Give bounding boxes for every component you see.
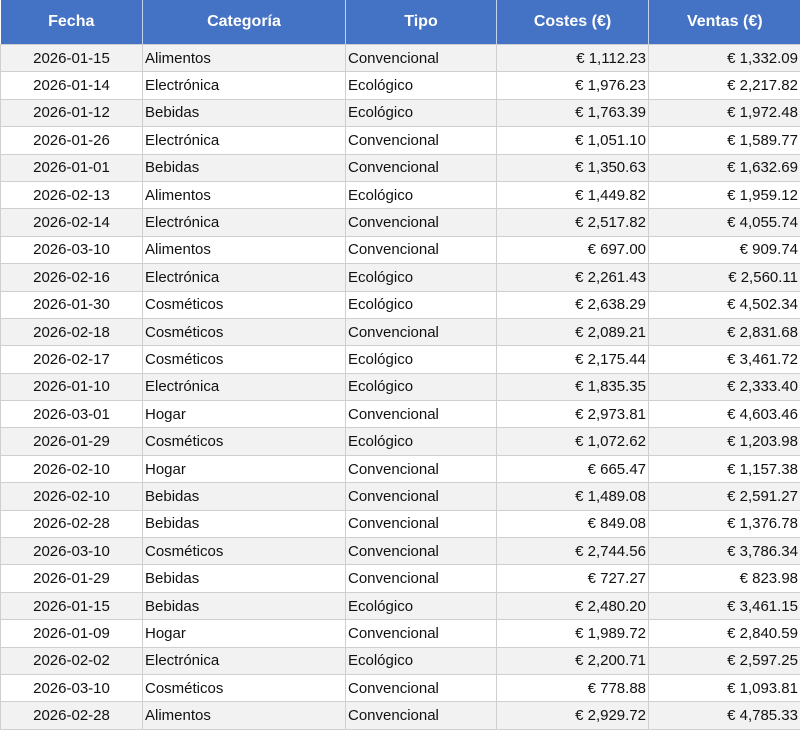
cell-fecha[interactable]: 2026-02-28 — [1, 510, 143, 537]
cell-tipo[interactable]: Ecológico — [346, 291, 497, 318]
cell-costes[interactable]: € 2,638.29 — [497, 291, 649, 318]
table-row — [1, 647, 800, 674]
cell-ventas[interactable]: € 1,093.81 — [649, 674, 800, 701]
cell-costes[interactable]: € 2,744.56 — [497, 538, 649, 565]
table-row — [1, 154, 800, 181]
cell-ventas[interactable]: € 2,831.68 — [649, 318, 800, 345]
cell-categoria[interactable]: Hogar — [143, 455, 346, 482]
cell-categoria[interactable]: Alimentos — [143, 236, 346, 263]
table-row — [1, 428, 800, 455]
cell-fecha[interactable]: 2026-02-10 — [1, 455, 143, 482]
header-row — [1, 0, 800, 45]
cell-costes[interactable]: € 2,929.72 — [497, 702, 649, 729]
cell-fecha[interactable]: 2026-02-02 — [1, 647, 143, 674]
cell-ventas[interactable]: € 1,376.78 — [649, 510, 800, 537]
cell-ventas[interactable]: € 3,461.15 — [649, 592, 800, 619]
cell-categoria[interactable]: Alimentos — [143, 45, 346, 72]
cell-tipo[interactable]: Convencional — [346, 483, 497, 510]
cell-fecha[interactable]: 2026-01-15 — [1, 592, 143, 619]
cell-tipo[interactable]: Convencional — [346, 127, 497, 154]
cell-ventas[interactable]: € 2,597.25 — [649, 647, 800, 674]
cell-costes[interactable]: € 665.47 — [497, 455, 649, 482]
cell-costes[interactable]: € 1,489.08 — [497, 483, 649, 510]
cell-costes[interactable]: € 1,976.23 — [497, 72, 649, 99]
table-row — [1, 264, 800, 291]
cell-tipo[interactable]: Ecológico — [346, 428, 497, 455]
cell-costes[interactable]: € 1,835.35 — [497, 373, 649, 400]
cell-ventas[interactable]: € 2,560.11 — [649, 264, 800, 291]
cell-ventas[interactable]: € 4,785.33 — [649, 702, 800, 729]
cell-fecha[interactable]: 2026-01-12 — [1, 99, 143, 126]
cell-ventas[interactable]: € 1,632.69 — [649, 154, 800, 181]
table-row — [1, 45, 800, 72]
cell-categoria[interactable]: Cosméticos — [143, 346, 346, 373]
cell-costes[interactable]: € 1,051.10 — [497, 127, 649, 154]
cell-tipo[interactable]: Convencional — [346, 565, 497, 592]
cell-ventas[interactable]: € 4,502.34 — [649, 291, 800, 318]
cell-ventas[interactable]: € 823.98 — [649, 565, 800, 592]
cell-tipo[interactable]: Convencional — [346, 209, 497, 236]
cell-categoria[interactable]: Electrónica — [143, 647, 346, 674]
table-row — [1, 510, 800, 537]
cell-costes[interactable]: € 1,989.72 — [497, 620, 649, 647]
cell-costes[interactable]: € 1,449.82 — [497, 181, 649, 208]
table-row — [1, 236, 800, 263]
cell-costes[interactable]: € 2,089.21 — [497, 318, 649, 345]
cell-tipo[interactable]: Convencional — [346, 538, 497, 565]
cell-tipo[interactable]: Ecológico — [346, 373, 497, 400]
table-row — [1, 565, 800, 592]
cell-categoria[interactable]: Electrónica — [143, 264, 346, 291]
cell-categoria[interactable]: Bebidas — [143, 510, 346, 537]
cell-costes[interactable]: € 2,480.20 — [497, 592, 649, 619]
cell-categoria[interactable]: Bebidas — [143, 154, 346, 181]
table-row — [1, 702, 800, 729]
cell-costes[interactable]: € 1,350.63 — [497, 154, 649, 181]
cell-categoria[interactable]: Bebidas — [143, 99, 346, 126]
cell-categoria[interactable]: Hogar — [143, 401, 346, 428]
cell-tipo[interactable]: Convencional — [346, 455, 497, 482]
cell-categoria[interactable]: Hogar — [143, 620, 346, 647]
cell-categoria[interactable]: Electrónica — [143, 72, 346, 99]
cell-ventas[interactable]: € 2,333.40 — [649, 373, 800, 400]
cell-costes[interactable]: € 1,763.39 — [497, 99, 649, 126]
cell-ventas[interactable]: € 1,203.98 — [649, 428, 800, 455]
cell-tipo[interactable]: Convencional — [346, 318, 497, 345]
cell-costes[interactable]: € 727.27 — [497, 565, 649, 592]
table-row — [1, 401, 800, 428]
cell-categoria[interactable]: Electrónica — [143, 373, 346, 400]
cell-categoria[interactable]: Cosméticos — [143, 291, 346, 318]
cell-ventas[interactable]: € 1,332.09 — [649, 45, 800, 72]
cell-fecha[interactable]: 2026-02-28 — [1, 702, 143, 729]
cell-tipo[interactable]: Convencional — [346, 154, 497, 181]
cell-costes[interactable]: € 2,517.82 — [497, 209, 649, 236]
cell-costes[interactable]: € 1,112.23 — [497, 45, 649, 72]
cell-costes[interactable]: € 2,175.44 — [497, 346, 649, 373]
header-categoria[interactable]: Categoría — [143, 0, 346, 45]
cell-tipo[interactable]: Convencional — [346, 620, 497, 647]
cell-fecha[interactable]: 2026-03-10 — [1, 236, 143, 263]
cell-tipo[interactable]: Ecológico — [346, 264, 497, 291]
cell-categoria[interactable]: Cosméticos — [143, 538, 346, 565]
cell-fecha[interactable]: 2026-01-29 — [1, 428, 143, 455]
cell-tipo[interactable]: Convencional — [346, 45, 497, 72]
cell-tipo[interactable]: Ecológico — [346, 592, 497, 619]
table-row — [1, 455, 800, 482]
cell-fecha[interactable]: 2026-01-30 — [1, 291, 143, 318]
table-row — [1, 318, 800, 345]
cell-costes[interactable]: € 849.08 — [497, 510, 649, 537]
table-header — [1, 0, 800, 45]
cell-categoria[interactable]: Cosméticos — [143, 428, 346, 455]
cell-fecha[interactable]: 2026-01-09 — [1, 620, 143, 647]
cell-fecha[interactable]: 2026-01-01 — [1, 154, 143, 181]
cell-categoria[interactable]: Bebidas — [143, 483, 346, 510]
cell-costes[interactable]: € 697.00 — [497, 236, 649, 263]
cell-tipo[interactable]: Ecológico — [346, 647, 497, 674]
header-fecha[interactable]: Fecha — [1, 0, 143, 45]
cell-fecha[interactable]: 2026-02-14 — [1, 209, 143, 236]
cell-tipo[interactable]: Convencional — [346, 510, 497, 537]
cell-ventas[interactable]: € 1,972.48 — [649, 99, 800, 126]
cell-categoria[interactable]: Cosméticos — [143, 674, 346, 701]
table-row — [1, 346, 800, 373]
cell-categoria[interactable]: Alimentos — [143, 702, 346, 729]
cell-costes[interactable]: € 778.88 — [497, 674, 649, 701]
cell-fecha[interactable]: 2026-01-15 — [1, 45, 143, 72]
table-row — [1, 620, 800, 647]
cell-ventas[interactable]: € 2,840.59 — [649, 620, 800, 647]
table-row — [1, 209, 800, 236]
header-costes[interactable]: Costes (€) — [497, 0, 649, 45]
cell-ventas[interactable]: € 4,603.46 — [649, 401, 800, 428]
cell-ventas[interactable]: € 909.74 — [649, 236, 800, 263]
cell-tipo[interactable]: Convencional — [346, 674, 497, 701]
cell-tipo[interactable]: Convencional — [346, 236, 497, 263]
table-body — [1, 45, 800, 730]
cell-categoria[interactable]: Cosméticos — [143, 318, 346, 345]
table-row — [1, 674, 800, 701]
cell-tipo[interactable]: Convencional — [346, 401, 497, 428]
cell-fecha[interactable]: 2026-02-18 — [1, 318, 143, 345]
table-row — [1, 72, 800, 99]
cell-fecha[interactable]: 2026-02-13 — [1, 181, 143, 208]
cell-categoria[interactable]: Alimentos — [143, 181, 346, 208]
cell-fecha[interactable]: 2026-03-10 — [1, 538, 143, 565]
cell-fecha[interactable]: 2026-02-10 — [1, 483, 143, 510]
table-row — [1, 483, 800, 510]
cell-costes[interactable]: € 2,261.43 — [497, 264, 649, 291]
table-row — [1, 373, 800, 400]
table-row — [1, 127, 800, 154]
cell-tipo[interactable]: Ecológico — [346, 99, 497, 126]
header-ventas[interactable]: Ventas (€) — [649, 0, 800, 45]
cell-fecha[interactable]: 2026-02-17 — [1, 346, 143, 373]
cell-fecha[interactable]: 2026-02-16 — [1, 264, 143, 291]
table-row — [1, 592, 800, 619]
cell-ventas[interactable]: € 4,055.74 — [649, 209, 800, 236]
cell-ventas[interactable]: € 1,959.12 — [649, 181, 800, 208]
cell-ventas[interactable]: € 1,157.38 — [649, 455, 800, 482]
cell-ventas[interactable]: € 1,589.77 — [649, 127, 800, 154]
cell-fecha[interactable]: 2026-03-10 — [1, 674, 143, 701]
cell-fecha[interactable]: 2026-01-26 — [1, 127, 143, 154]
cell-categoria[interactable]: Electrónica — [143, 209, 346, 236]
header-tipo[interactable]: Tipo — [346, 0, 497, 45]
cell-tipo[interactable]: Convencional — [346, 702, 497, 729]
cell-fecha[interactable]: 2026-03-01 — [1, 401, 143, 428]
cell-tipo[interactable]: Ecológico — [346, 181, 497, 208]
table-row — [1, 99, 800, 126]
cell-costes[interactable]: € 2,200.71 — [497, 647, 649, 674]
cell-fecha[interactable]: 2026-01-10 — [1, 373, 143, 400]
cell-costes[interactable]: € 1,072.62 — [497, 428, 649, 455]
cell-categoria[interactable]: Bebidas — [143, 565, 346, 592]
cell-categoria[interactable]: Bebidas — [143, 592, 346, 619]
cell-fecha[interactable]: 2026-01-14 — [1, 72, 143, 99]
cell-ventas[interactable]: € 2,217.82 — [649, 72, 800, 99]
cell-costes[interactable]: € 2,973.81 — [497, 401, 649, 428]
cell-categoria[interactable]: Electrónica — [143, 127, 346, 154]
cell-tipo[interactable]: Ecológico — [346, 346, 497, 373]
table-row — [1, 538, 800, 565]
cell-ventas[interactable]: € 3,786.34 — [649, 538, 800, 565]
cell-fecha[interactable]: 2026-01-29 — [1, 565, 143, 592]
cell-ventas[interactable]: € 3,461.72 — [649, 346, 800, 373]
cell-tipo[interactable]: Ecológico — [346, 72, 497, 99]
table-row — [1, 291, 800, 318]
cell-ventas[interactable]: € 2,591.27 — [649, 483, 800, 510]
table-row — [1, 181, 800, 208]
